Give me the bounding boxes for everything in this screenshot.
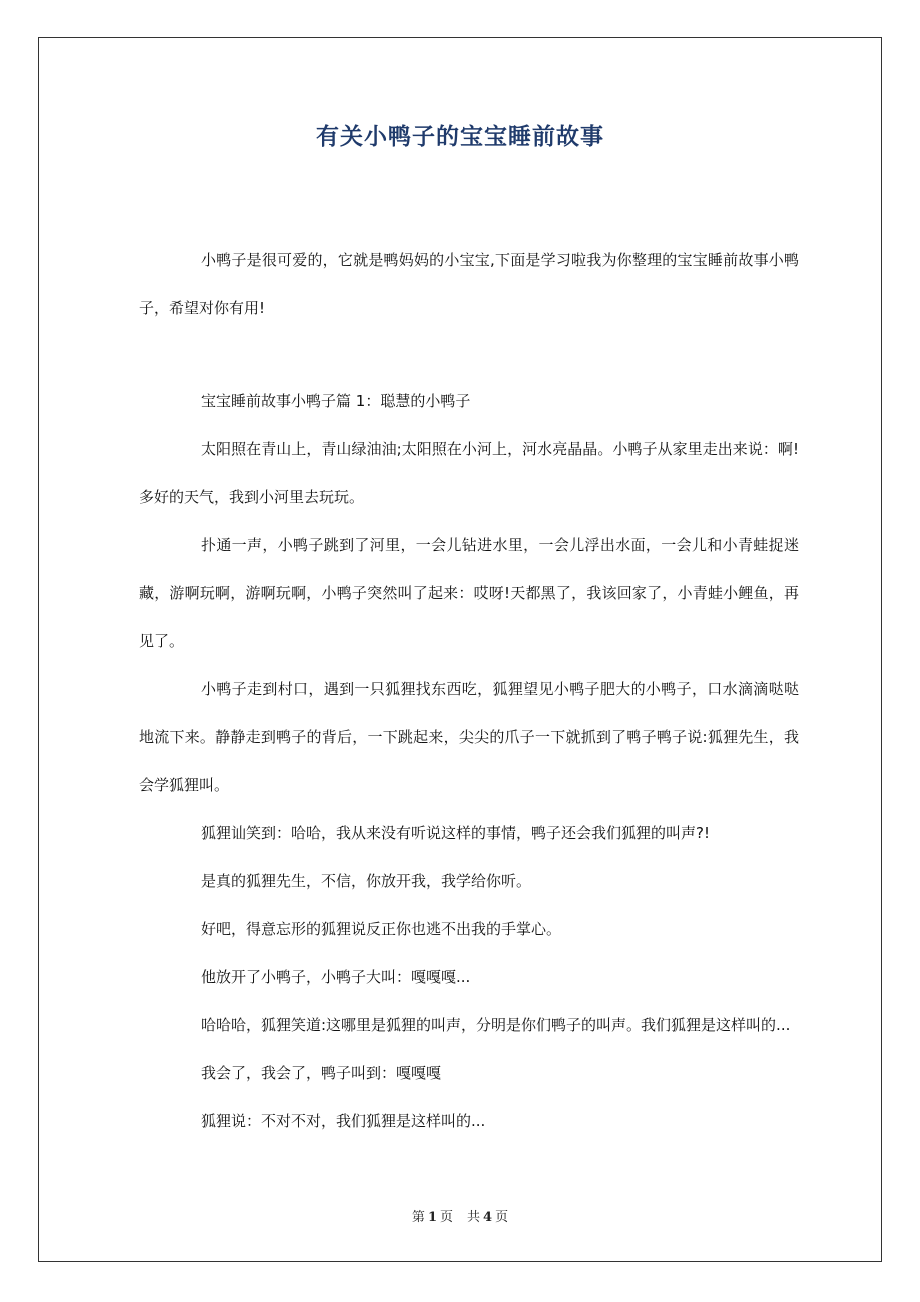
story-paragraph: 哈哈哈，狐狸笑道:这哪里是狐狸的叫声，分明是你们鸭子的叫声。我们狐狸是这样叫的...: [201, 1016, 791, 1034]
total-unit: 页: [495, 1210, 509, 1225]
story-paragraph: 狐狸说：不对不对，我们狐狸是这样叫的...: [201, 1112, 486, 1130]
story-paragraph: 小鸭子走到村口，遇到一只狐狸找东西吃，狐狸望见小鸭子肥大的小鸭子，口水滴滴哒哒地流下来。静静走到鸭子的背后，一下跳起来，尖尖的爪子一下就抓到了鸭子鸭子说:狐狸先生，我会学狐狸叫。: [139, 680, 799, 794]
total-prefix: 共: [467, 1210, 481, 1225]
current-page-number: 1: [427, 1210, 437, 1225]
story-paragraph: 他放开了小鸭子，小鸭子大叫：嘎嘎嘎...: [201, 968, 471, 986]
document-title: 有关小鸭子的宝宝睡前故事: [316, 124, 604, 150]
story-paragraph: 是真的狐狸先生，不信，你放开我，我学给你听。: [201, 872, 532, 890]
page-footer: [0, 1206, 920, 1225]
story-paragraph: 我会了，我会了，鸭子叫到：嘎嘎嘎: [201, 1064, 442, 1082]
story-paragraph: 狐狸讪笑到：哈哈，我从来没有听说这样的事情，鸭子还会我们狐狸的叫声?!: [201, 824, 710, 842]
story-paragraph: 扑通一声，小鸭子跳到了河里，一会儿钻进水里，一会儿浮出水面，一会儿和小青蛙捉迷藏，游啊玩啊，游啊玩啊，小鸭子突然叫了起来：哎呀!天都黑了，我该回家了，小青蛙小鲤鱼，再见了。: [139, 536, 799, 650]
page-prefix: 第: [411, 1210, 425, 1225]
story-paragraph: 好吧，得意忘形的狐狸说反正你也逃不出我的手掌心。: [201, 920, 562, 938]
section-gap: [139, 332, 799, 377]
intro-paragraph: 小鸭子是很可爱的，它就是鸭妈妈的小宝宝,下面是学习啦我为你整理的宝宝睡前故事小鸭子，希望对你有用!: [139, 251, 799, 317]
section-heading: 宝宝睡前故事小鸭子篇 1：聪慧的小鸭子: [201, 392, 471, 410]
page-unit: 页: [439, 1210, 453, 1225]
story-paragraph: 太阳照在青山上，青山绿油油;太阳照在小河上，河水亮晶晶。小鸭子从家里走出来说：啊!多好的天气，我到小河里去玩玩。: [139, 440, 799, 506]
document-body: [139, 236, 799, 1145]
total-pages-number: 4: [483, 1210, 493, 1225]
